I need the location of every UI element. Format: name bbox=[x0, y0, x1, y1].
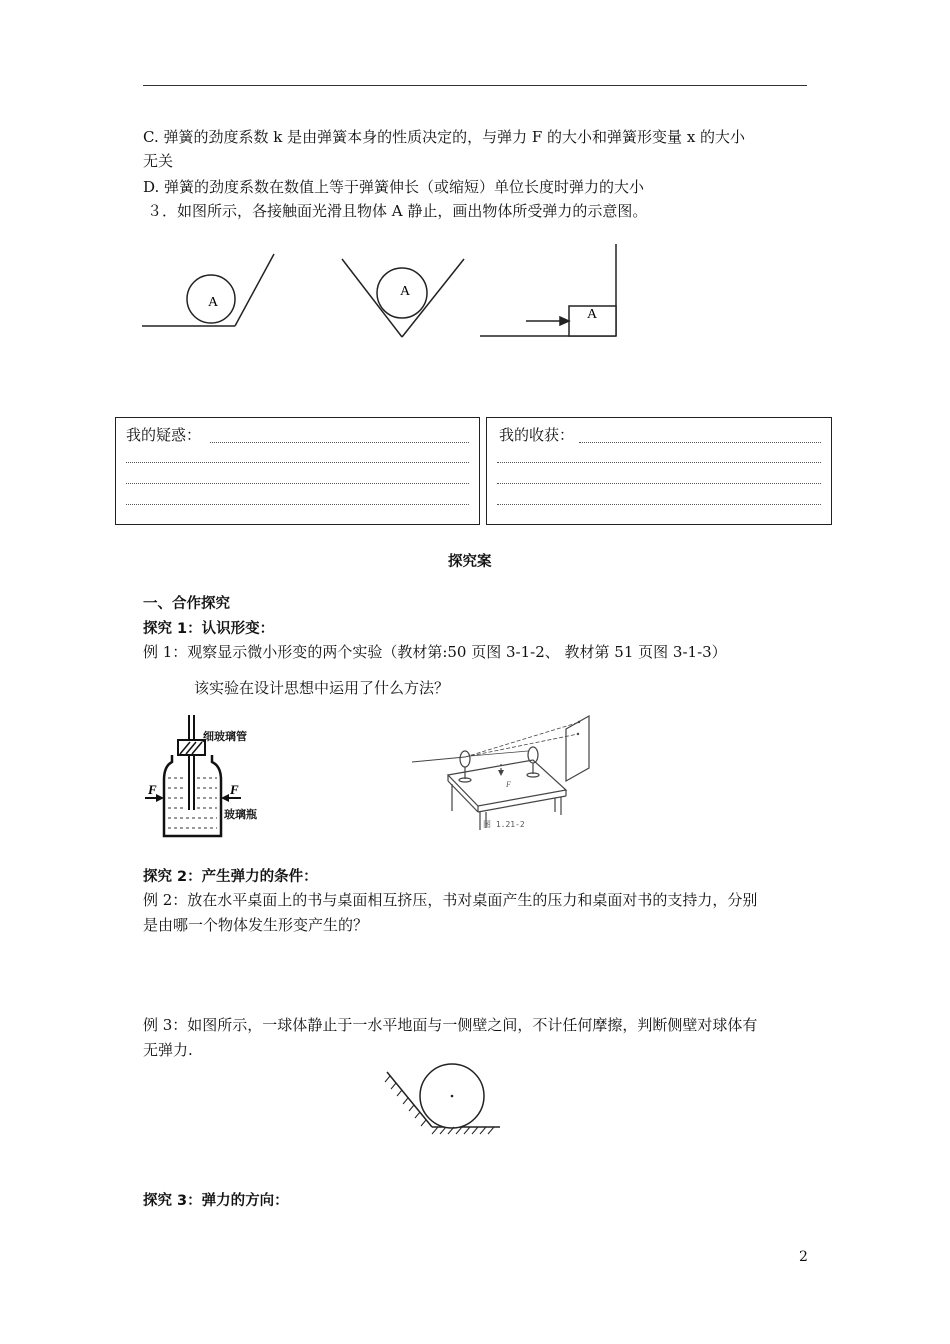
option-d: D. 弹簧的劲度系数在数值上等于弹簧伸长（或缩短）单位长度时弹力的大小 bbox=[143, 178, 645, 196]
fig3-label-a1: A bbox=[207, 295, 219, 310]
explore2-title: 探究 2：产生弹力的条件： bbox=[143, 869, 318, 885]
explore1-title: 探究 1：认识形变： bbox=[143, 621, 275, 637]
example2-line2: 是由哪一个物体发生形变产生的？ bbox=[143, 916, 369, 934]
option-c-line2: 无关 bbox=[143, 152, 174, 170]
example1: 例 1：观察显示微小形变的两个实验（教材第:50 页图 3-1-2、 教材第 51 页图 3-1-3） bbox=[143, 643, 727, 661]
section-title: 探究案 bbox=[448, 554, 492, 570]
question-3: ３．如图所示，各接触面光滑且物体 A 静止，画出物体所受弹力的示意图。 bbox=[147, 202, 648, 220]
bottle-force-right: F bbox=[230, 782, 239, 797]
fig3-label-a3: A bbox=[586, 307, 598, 322]
example3-line1: 例 3：如图所示，一球体静止于一水平地面与一侧壁之间，不计任何摩擦，判断侧壁对球体有 bbox=[143, 1016, 758, 1034]
bottle-label: 玻璃瓶 bbox=[224, 808, 257, 821]
tube-label: 细玻璃管 bbox=[203, 730, 247, 743]
page-number: 2 bbox=[799, 1249, 808, 1265]
gain-label: 我的收获： bbox=[499, 426, 575, 444]
table-force-label: F bbox=[506, 780, 511, 789]
example1-question: 该实验在设计思想中运用了什么方法？ bbox=[194, 679, 450, 697]
example3-line2: 无弹力. bbox=[143, 1041, 193, 1059]
table-figure-caption: 图 1.21-2 bbox=[483, 820, 525, 829]
bottle-force-left: F bbox=[148, 782, 157, 797]
fig3-label-a2: A bbox=[399, 284, 411, 299]
option-c-line1: C. 弹簧的劲度系数 k 是由弹簧本身的性质决定的，与弹力 F 的大小和弹簧形变量 x 的大小 bbox=[143, 128, 746, 146]
part1-title: 一、合作探究 bbox=[143, 596, 230, 612]
doubt-label: 我的疑惑： bbox=[126, 426, 202, 444]
example2-line1: 例 2：放在水平桌面上的书与桌面相互挤压，书对桌面产生的压力和桌面对书的支持力，分别 bbox=[143, 891, 758, 909]
explore3-title: 探究 3：弹力的方向： bbox=[143, 1193, 289, 1209]
